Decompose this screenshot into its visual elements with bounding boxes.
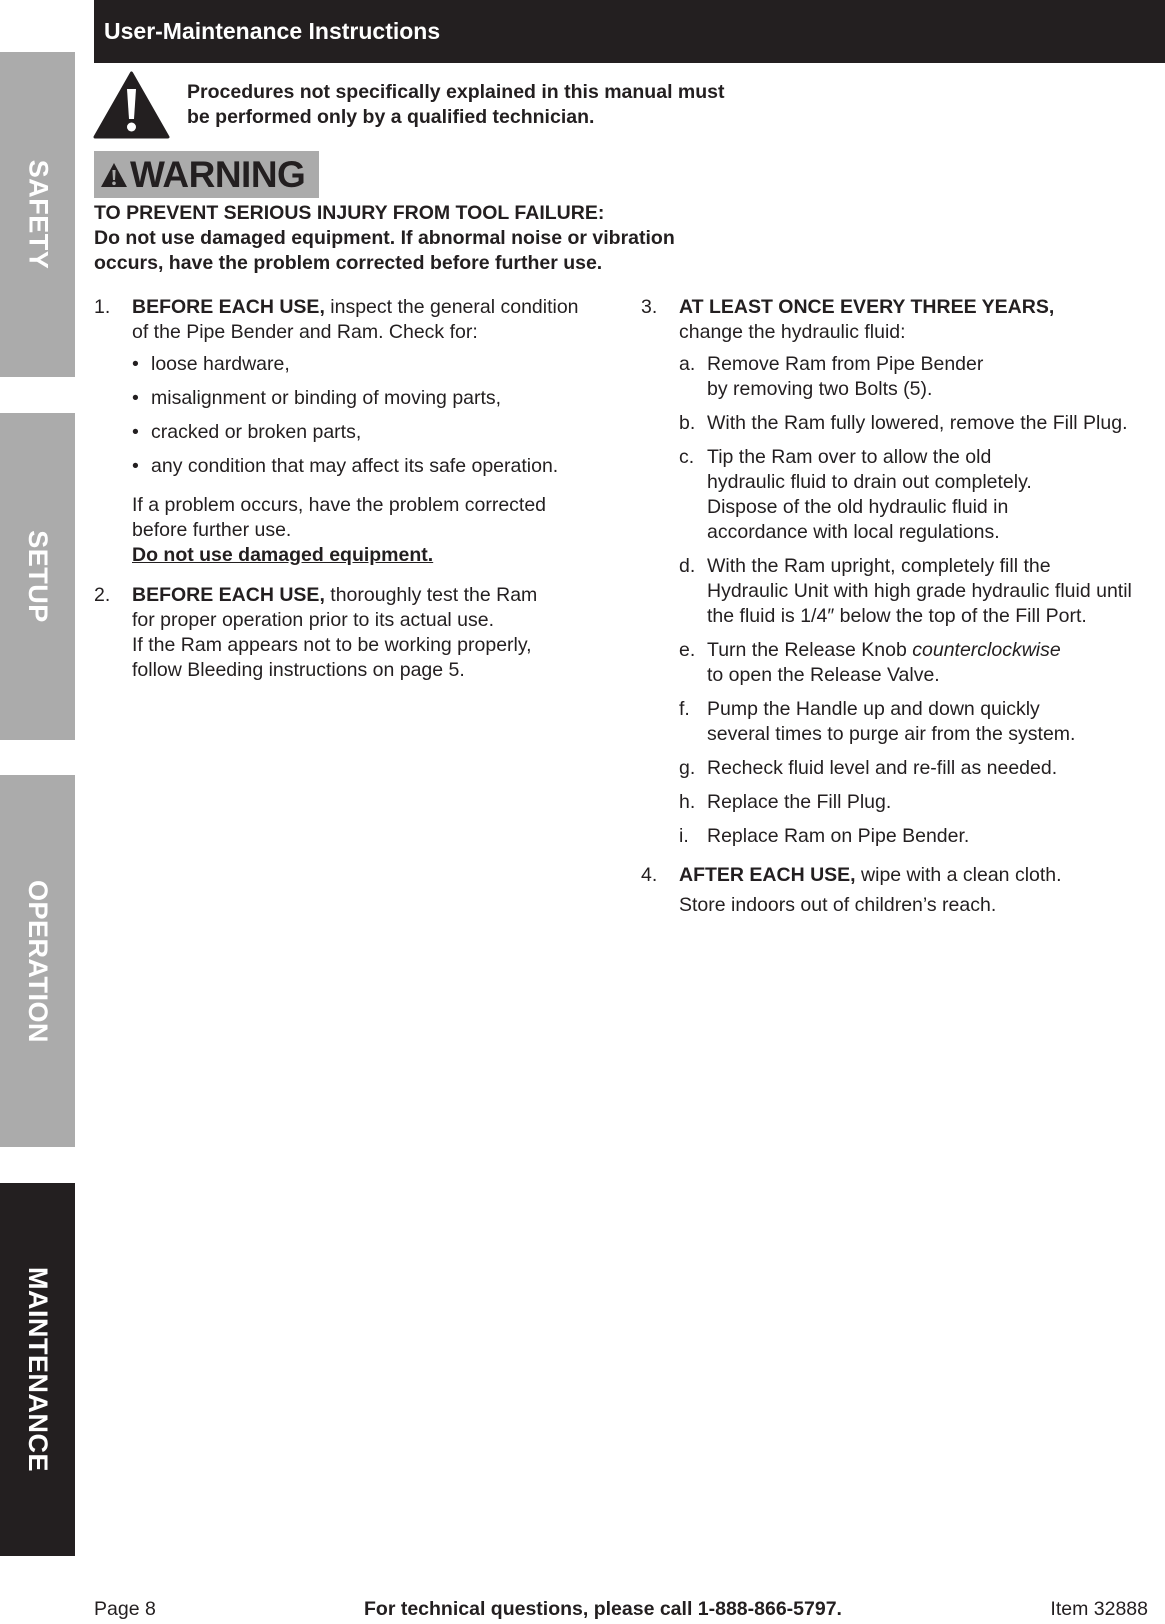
substep-d xyxy=(679,554,1165,629)
list-item: • any condition that may affect its safe operation. xyxy=(132,455,559,477)
substep-text: hydraulic fluid to drain out completely. xyxy=(707,471,1032,493)
right-column xyxy=(641,295,1165,918)
step-number: 2. xyxy=(94,584,111,606)
substep-letter: i. xyxy=(679,825,689,847)
list-item-text: misalignment or binding of moving parts, xyxy=(151,387,502,409)
substep-letter: b. xyxy=(679,412,696,434)
substep-letter: g. xyxy=(679,757,696,779)
list-item-text: any condition that may affect its safe operation. xyxy=(151,455,559,477)
step-heading: BEFORE EACH USE, xyxy=(132,296,325,318)
substep-letter: f. xyxy=(679,698,690,720)
step-number: 4. xyxy=(641,864,658,886)
checklist xyxy=(132,352,634,479)
list-item: • cracked or broken parts, xyxy=(132,421,362,443)
list-item: • loose hardware, xyxy=(132,353,290,375)
item-number: Item 32888 xyxy=(1050,1598,1148,1620)
substep-text: Recheck fluid level and re-fill as needed. xyxy=(707,757,1058,779)
step-text: wipe with a clean cloth. xyxy=(855,864,1062,886)
substep-b xyxy=(679,411,1165,436)
substep-text: Remove Ram from Pipe Bender xyxy=(707,353,984,375)
substep-text: to open the Release Valve. xyxy=(707,664,940,686)
caution-icon xyxy=(93,71,170,139)
substep-text: the fluid is 1/4″ below the top of the Fill Port. xyxy=(707,605,1087,627)
left-column xyxy=(94,295,634,683)
step-3 xyxy=(641,295,1165,849)
step-text: of the Pipe Bender and Ram. Check for: xyxy=(132,321,478,343)
substep-text: With the Ram fully lowered, remove the Fill Plug. xyxy=(707,412,1128,434)
tab-operation-label: OPERATION xyxy=(23,879,54,1043)
step-number: 1. xyxy=(94,296,111,318)
step-2 xyxy=(94,583,634,683)
warning-badge xyxy=(94,151,319,198)
step-heading: AFTER EACH USE, xyxy=(679,864,856,886)
step-text: change the hydraulic fluid: xyxy=(679,321,906,343)
section-title: User-Maintenance Instructions xyxy=(104,18,441,44)
substep-text: several times to purge air from the system. xyxy=(707,723,1076,745)
section-header xyxy=(94,0,1165,63)
list-item-text: loose hardware, xyxy=(151,353,290,375)
substep-f xyxy=(679,697,1165,747)
substep-text: Turn the Release Knob xyxy=(707,639,913,661)
note-line: be performed only by a qualified technician. xyxy=(187,106,595,128)
substep-text: Dispose of the old hydraulic fluid in xyxy=(707,496,1009,518)
support-phone: For technical questions, please call 1-888-866-5797. xyxy=(364,1598,842,1620)
problem-note xyxy=(132,493,634,568)
substep-text: With the Ram upright, completely fill the xyxy=(707,555,1051,577)
step-4 xyxy=(641,863,1165,918)
list-item: • misalignment or binding of moving parts, xyxy=(132,387,502,409)
page-number: Page 8 xyxy=(94,1598,156,1620)
note-line: Procedures not specifically explained in this manual must xyxy=(187,81,725,103)
substep-text: Replace Ram on Pipe Bender. xyxy=(707,825,970,847)
step-text: inspect the general condition xyxy=(324,296,579,318)
substep-i xyxy=(679,824,1165,849)
substep-text: Hydraulic Unit with high grade hydraulic fluid until xyxy=(707,580,1132,602)
step-text: thoroughly test the Ram xyxy=(324,584,538,606)
warning-line: Do not use damaged equipment. If abnormal noise or vibration xyxy=(94,227,675,249)
substep-text: by removing two Bolts (5). xyxy=(707,378,933,400)
substep-text: Replace the Fill Plug. xyxy=(707,791,892,813)
warning-text xyxy=(94,201,794,276)
warning-icon xyxy=(100,162,128,188)
substep-text: Pump the Handle up and down quickly xyxy=(707,698,1040,720)
step-text: follow Bleeding instructions on page 5. xyxy=(132,659,465,681)
substep-a xyxy=(679,352,1165,402)
substep-text: Tip the Ram over to allow the old xyxy=(707,446,992,468)
step-text: for proper operation prior to its actual use. xyxy=(132,609,495,631)
substep-c xyxy=(679,445,1165,545)
step-1 xyxy=(94,295,634,568)
page-footer xyxy=(94,1598,1148,1624)
substep-e xyxy=(679,638,1165,688)
tab-setup-label: SETUP xyxy=(23,530,53,623)
note-line: If a problem occurs, have the problem corrected xyxy=(132,494,547,516)
tab-setup xyxy=(0,413,75,740)
substep-letter: e. xyxy=(679,639,696,661)
substep-letter: a. xyxy=(679,353,696,375)
step-text: If the Ram appears not to be working properly, xyxy=(132,634,532,656)
step-heading: BEFORE EACH USE, xyxy=(132,584,325,606)
step-text: Store indoors out of children’s reach. xyxy=(679,894,997,916)
warning-label: WARNING xyxy=(130,153,306,195)
substep-letter: c. xyxy=(679,446,695,468)
qualified-technician-note xyxy=(187,80,807,130)
substep-letter: d. xyxy=(679,555,696,577)
step-heading: AT LEAST ONCE EVERY THREE YEARS, xyxy=(679,296,1055,318)
note-line: before further use. xyxy=(132,519,292,541)
substep-h xyxy=(679,790,1165,815)
step-number: 3. xyxy=(641,296,658,318)
damaged-equipment-warning: Do not use damaged equipment. xyxy=(132,544,434,566)
tab-operation xyxy=(0,775,75,1147)
substeps xyxy=(679,352,1165,849)
substep-emphasis: counterclockwise xyxy=(912,639,1061,661)
substep-letter: h. xyxy=(679,791,696,813)
list-item-text: cracked or broken parts, xyxy=(151,421,362,443)
warning-line: occurs, have the problem corrected before further use. xyxy=(94,252,603,274)
tab-safety xyxy=(0,52,75,377)
warning-line: TO PREVENT SERIOUS INJURY FROM TOOL FAILURE: xyxy=(94,202,605,224)
tab-maintenance-label: MAINTENANCE xyxy=(23,1267,53,1472)
substep-text: accordance with local regulations. xyxy=(707,521,1000,543)
tab-safety-label: SAFETY xyxy=(23,159,54,270)
substep-g xyxy=(679,756,1165,781)
tab-maintenance xyxy=(0,1183,75,1556)
